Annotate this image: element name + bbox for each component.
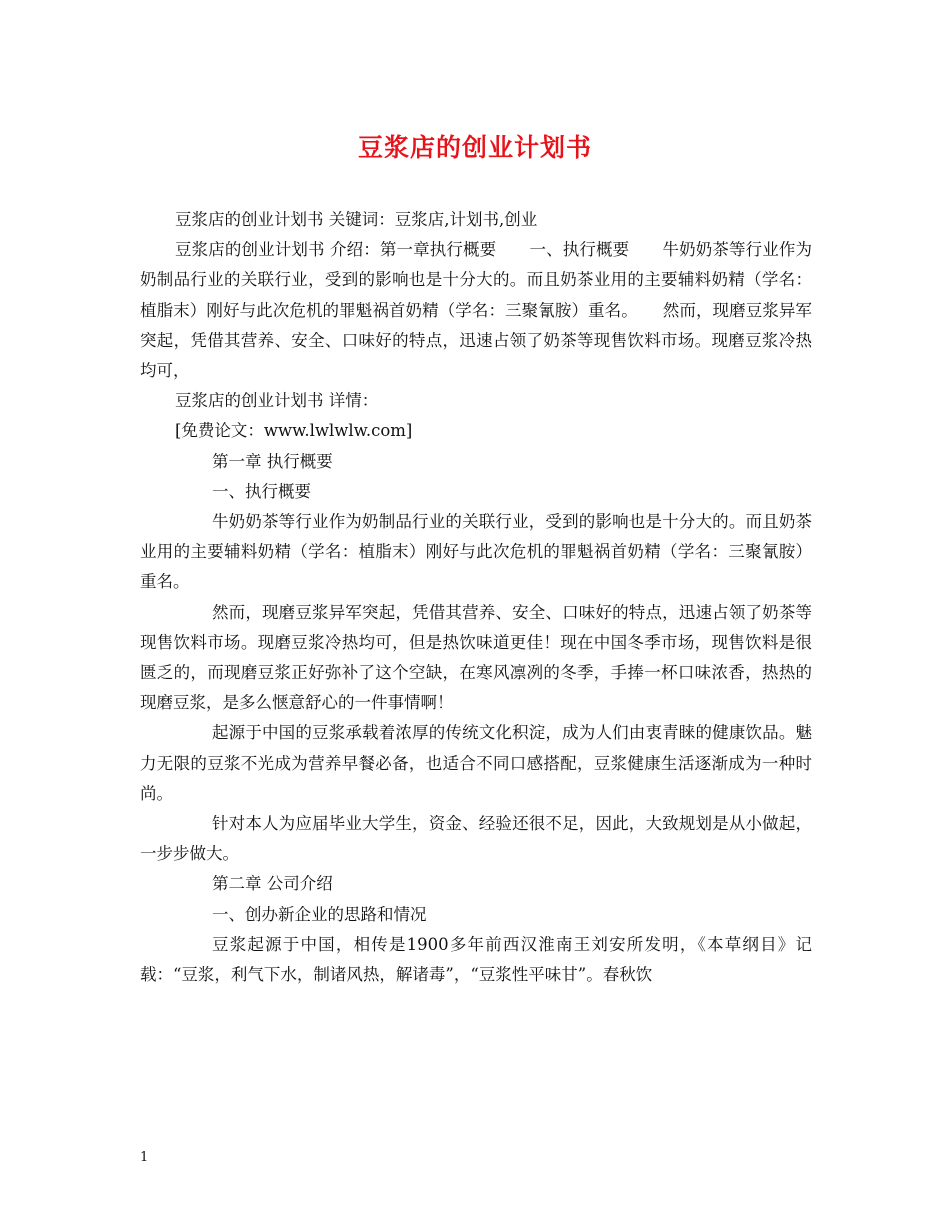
section-heading: 一、创办新企业的思路和情况: [212, 904, 427, 924]
document-body: [140, 205, 812, 990]
page-number: 1: [140, 1150, 149, 1165]
body-paragraph: 起源于中国的豆浆承载着浓厚的传统文化积淀，成为人们由衷青睐的健康饮品。魅力无限的豆浆不光成为营养早餐必备，也适合不同口感搭配，豆浆健康生活逐渐成为一种时尚。: [140, 723, 812, 803]
body-paragraph: 牛奶奶茶等行业作为奶制品行业的关联行业，受到的影响也是十分大的。而且奶茶业用的主要辅料奶精（学名：植脂末）刚好与此次危机的罪魁祸首奶精（学名：三聚氰胺）重名。: [140, 512, 812, 592]
keywords-paragraph: 豆浆店的创业计划书 关键词：豆浆店,计划书,创业: [175, 210, 538, 229]
intro-paragraph: 豆浆店的创业计划书 介绍：第一章执行概要 一、执行概要 牛奶奶茶等行业作为奶制品行业的关联行业，受到的影响也是十分大的。而且奶茶业用的主要辅料奶精（学名：植脂末）刚好与此次危机的罪魁祸首奶精（学名：三聚氰胺）重名。 然而，现磨豆浆异军突起，凭借其营养、安全、口味好的特点，迅速占领了奶茶等现售饮料市场。现磨豆浆冷热均可，: [140, 240, 812, 381]
document-title: 豆浆店的创业计划书: [357, 133, 592, 162]
body-paragraph: 豆浆起源于中国，相传是1900多年前西汉淮南王刘安所发明，《本草纲目》记载：“豆浆，利气下水，制诸风热，解诸毒”，“豆浆性平味甘”。春秋饮: [140, 934, 812, 985]
body-paragraph: 针对本人为应届毕业大学生，资金、经验还很不足，因此，大致规划是从小做起，一步步做大。: [140, 814, 812, 864]
body-paragraph: 然而，现磨豆浆异军突起，凭借其营养、安全、口味好的特点，迅速占领了奶茶等现售饮料市场。现磨豆浆冷热均可，但是热饮味道更佳！现在中国冬季市场，现售饮料是很匮乏的，而现磨豆浆正好弥补了这个空缺，在寒风凛冽的冬季，手捧一杯口味浓香，热热的现磨豆浆，是多么惬意舒心的一件事情啊！: [140, 602, 812, 713]
details-label: 豆浆店的创业计划书 详情：: [175, 391, 379, 411]
chapter-heading: 第一章 执行概要: [212, 451, 333, 471]
section-heading: 一、执行概要: [212, 481, 311, 501]
source-link: [免费论文：www.lwlwlw.com]: [175, 421, 413, 441]
chapter-heading: 第二章 公司介绍: [212, 874, 333, 894]
